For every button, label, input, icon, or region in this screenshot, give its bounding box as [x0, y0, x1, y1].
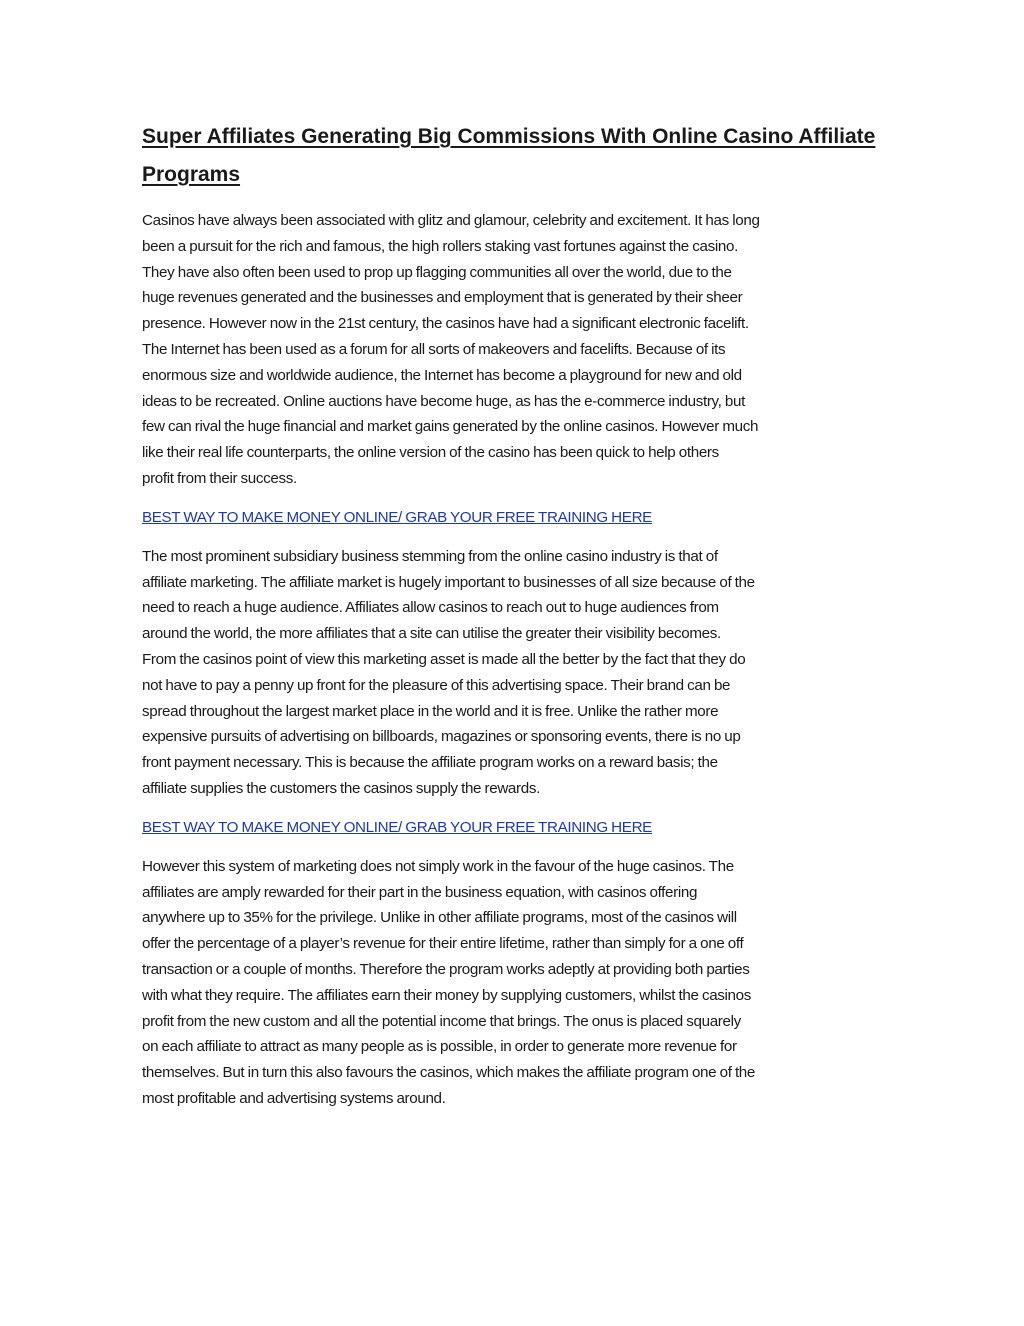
- paragraph-line: The most prominent subsidiary business stemming from the online casino industry is that of: [142, 547, 718, 565]
- paragraph-line: themselves. But in turn this also favours the casinos, which makes the affiliate program one of the: [142, 1064, 756, 1082]
- paragraph-1: [142, 208, 882, 492]
- paragraph-line: profit from their success.: [142, 469, 297, 487]
- paragraph-line: presence. However now in the 21st century, the casinos have had a significant electronic facelift.: [142, 315, 749, 333]
- paragraph-line: few can rival the huge financial and market gains generated by the online casinos. However much: [142, 418, 759, 436]
- paragraph-line: spread throughout the largest market place in the world and it is free. Unlike the rather more: [142, 702, 719, 720]
- paragraph-line: However this system of marketing does not simply work in the favour of the huge casinos. The: [142, 857, 734, 875]
- paragraph-2: [142, 544, 882, 802]
- paragraph-line: most profitable and advertising systems around.: [142, 1089, 446, 1107]
- paragraph-line: been a pursuit for the rich and famous, the high rollers staking vast fortunes against the casino.: [142, 237, 738, 255]
- paragraph-line: enormous size and worldwide audience, the Internet has become a playground for new and old: [142, 366, 742, 384]
- paragraph-line: The Internet has been used as a forum for all sorts of makeovers and facelifts. Because of its: [142, 340, 726, 358]
- paragraph-line: need to reach a huge audience. Affiliates allow casinos to reach out to huge audiences from: [142, 599, 719, 617]
- paragraph-line: affiliate marketing. The affiliate market is hugely important to businesses of all size because of the: [142, 573, 755, 591]
- training-link-2[interactable]: BEST WAY TO MAKE MONEY ONLINE/ GRAB YOUR FREE TRAINING HERE: [142, 818, 652, 836]
- paragraph-line: not have to pay a penny up front for the pleasure of this advertising space. Their brand can be: [142, 676, 731, 694]
- paragraph-line: expensive pursuits of advertising on billboards, magazines or sponsoring events, there is no up: [142, 728, 741, 746]
- document-title: Super Affiliates Generating Big Commissions With Online Casino Affiliate Programs: [142, 125, 876, 186]
- paragraph-line: ideas to be recreated. Online auctions have become huge, as has the e-commerce industry, but: [142, 392, 745, 410]
- paragraph-line: huge revenues generated and the businesses and employment that is generated by their sheer: [142, 289, 743, 307]
- paragraph-line: affiliates are amply rewarded for their part in the business equation, with casinos offering: [142, 883, 698, 901]
- paragraph-line: transaction or a couple of months. Therefore the program works adeptly at providing both parties: [142, 960, 750, 978]
- paragraph-line: They have also often been used to prop up flagging communities all over the world, due to the: [142, 263, 732, 281]
- paragraph-line: like their real life counterparts, the online version of the casino has been quick to help others: [142, 444, 719, 462]
- training-link-1[interactable]: BEST WAY TO MAKE MONEY ONLINE/ GRAB YOUR FREE TRAINING HERE: [142, 508, 652, 526]
- paragraph-line: From the casinos point of view this marketing asset is made all the better by the fact that they do: [142, 650, 746, 668]
- paragraph-line: offer the percentage of a player’s revenue for their entire lifetime, rather than simply for a one off: [142, 935, 744, 953]
- paragraph-line: with what they require. The affiliates earn their money by supplying customers, whilst the casinos: [142, 986, 751, 1004]
- paragraph-line: front payment necessary. This is because the affiliate program works on a reward basis; the: [142, 754, 718, 772]
- paragraph-3: [142, 854, 882, 1112]
- paragraph-line: profit from the new custom and all the potential income that brings. The onus is placed squarely: [142, 1012, 741, 1030]
- paragraph-line: around the world, the more affiliates that a site can utilise the greater their visibility becomes.: [142, 625, 721, 643]
- paragraph-line: affiliate supplies the customers the casinos supply the rewards.: [142, 779, 540, 797]
- paragraph-line: anywhere up to 35% for the privilege. Unlike in other affiliate programs, most of the casinos will: [142, 909, 737, 927]
- paragraph-line: Casinos have always been associated with glitz and glamour, celebrity and excitement. It has long: [142, 212, 760, 229]
- document-page: [142, 118, 882, 1127]
- paragraph-line: on each affiliate to attract as many people as is possible, in order to generate more revenue for: [142, 1038, 737, 1056]
